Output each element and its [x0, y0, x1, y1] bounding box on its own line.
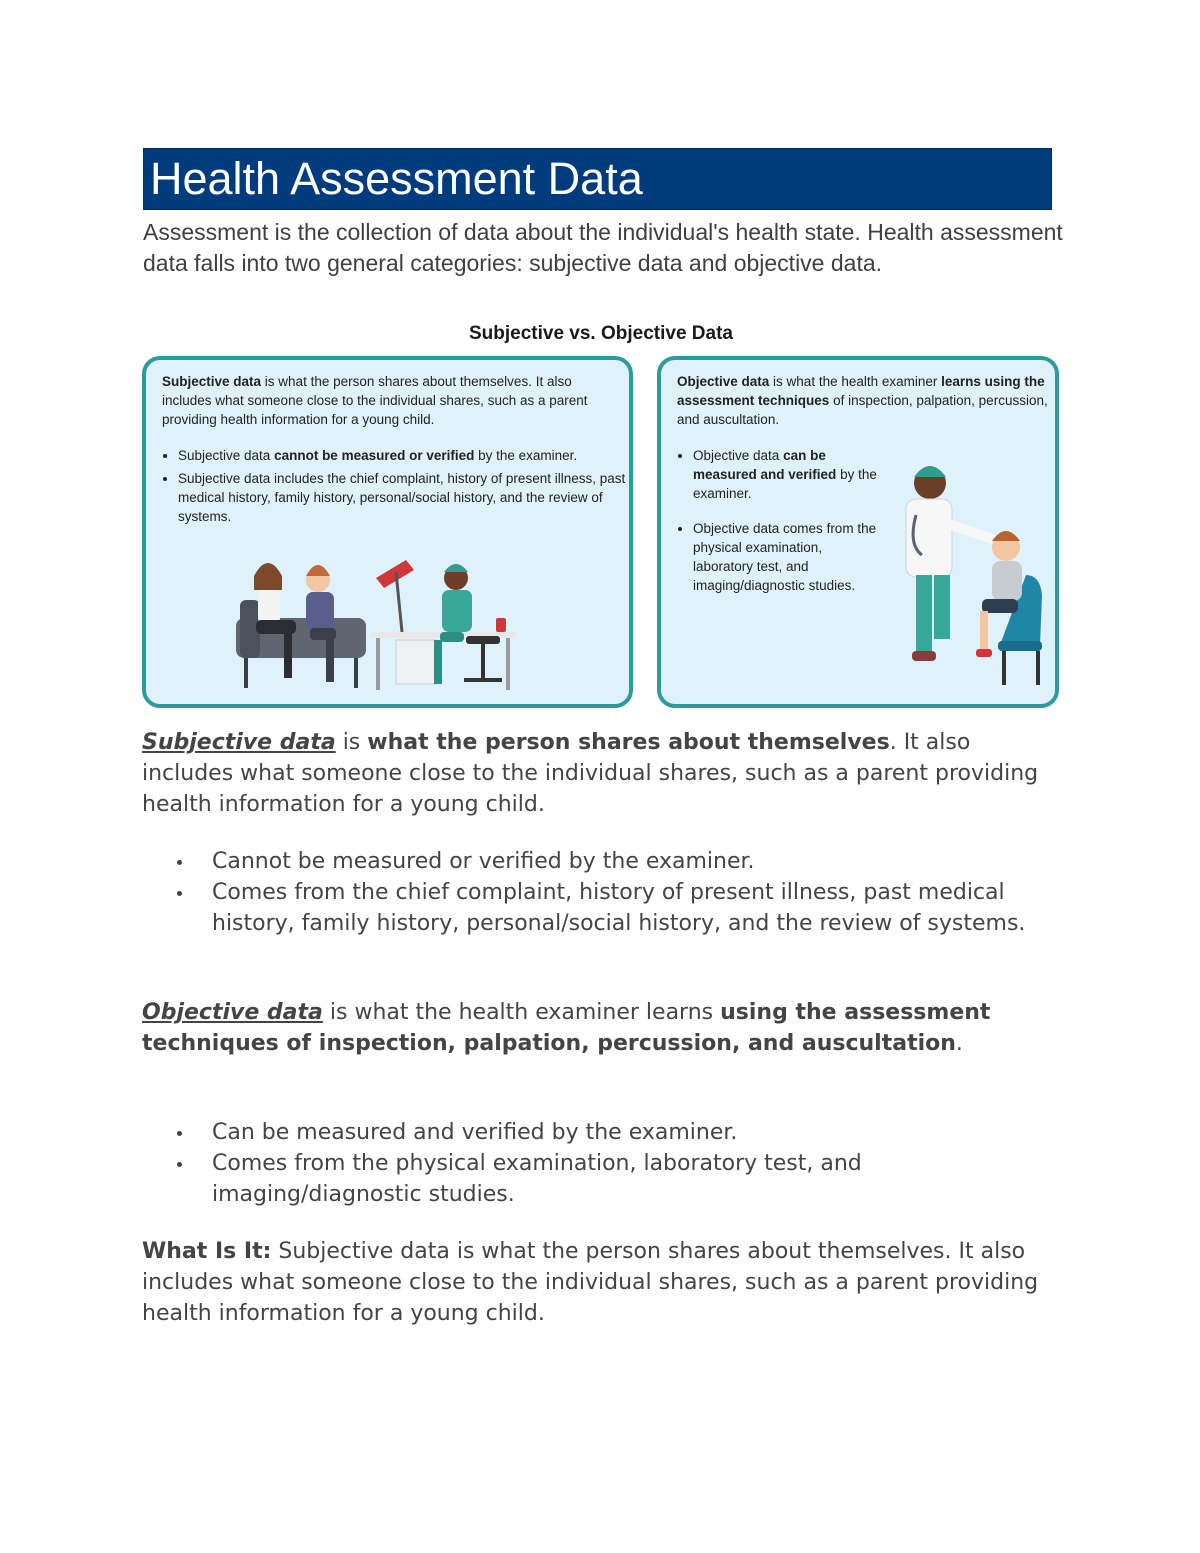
objective-end: . — [955, 1031, 963, 1056]
consultation-illustration — [226, 548, 556, 698]
objective-panel-intro-mid: is what the health examiner — [769, 374, 942, 389]
objective-paragraph — [142, 997, 1062, 1059]
intro-paragraph: Assessment is the collection of data about the individual's health state. Health assessment data falls into two general categories: subjective data and objective data. — [143, 219, 1063, 276]
list-item: Comes from the chief complaint, history of present illness, past medical history, family history, personal/social history, and the review of systems. — [170, 877, 1060, 939]
subjective-panel-term: Subjective data — [162, 374, 262, 389]
objective-panel-intro-bold: learns using the assessment techniques — [677, 374, 1045, 408]
subjective-term: Subjective data — [142, 730, 336, 755]
subjective-paragraph — [142, 727, 1062, 820]
examination-illustration — [876, 455, 1056, 695]
subjective-panel-intro — [162, 372, 622, 429]
title-band — [143, 148, 1052, 210]
objective-panel-intro — [677, 372, 1049, 429]
subjective-panel-bullet: • Subjective data includes the chief complaint, history of present illness, past medical history, family history, personal/social history, and the review of systems. — [178, 469, 628, 526]
what-is-it-text: Subjective data is what the person shares about themselves. It also includes what someone close to the individual shares, such as a parent providing health information for a young child. — [142, 1239, 1039, 1326]
figure-title: Subjective vs. Objective Data — [468, 323, 733, 344]
what-is-it-paragraph — [142, 1236, 1062, 1329]
subjective-bullet-list — [170, 846, 1060, 939]
objective-mid: is what the health examiner learns — [322, 1000, 721, 1025]
objective-bold-phrase: using the assessment techniques of inspection, palpation, percussion, and auscultation — [142, 1000, 991, 1056]
objective-panel-bullet1-pre: Objective data — [693, 448, 784, 463]
subjective-panel-bullet1-bold: cannot be measured or verified — [274, 448, 475, 463]
what-is-it-label: What Is It: — [142, 1239, 272, 1264]
subjective-panel-bullet1-pre: Subjective data — [178, 448, 275, 463]
subjective-vs-objective-figure — [140, 318, 1062, 714]
objective-term: Objective data — [142, 1000, 323, 1025]
objective-panel-intro-end: of inspection, palpation, percussion, and auscultation. — [677, 393, 1048, 427]
objective-panel-term: Objective data — [677, 374, 770, 389]
subjective-rest: . It also includes what someone close to the individual shares, such as a parent providing health information for a young child. — [142, 730, 1039, 817]
list-item: Comes from the physical examination, laboratory test, and imaging/diagnostic studies. — [170, 1148, 1060, 1210]
objective-panel-bullet — [693, 446, 883, 503]
subjective-bold-phrase: what the person shares about themselves — [367, 730, 890, 755]
page-title: Health Assessment Data — [150, 153, 643, 204]
objective-panel — [657, 356, 1059, 708]
subjective-panel-list — [160, 446, 628, 530]
subjective-panel-bullet1-post: by the examiner. — [474, 448, 578, 463]
objective-bullet-list — [170, 1117, 1060, 1210]
list-item: Cannot be measured or verified by the examiner. — [170, 846, 1060, 877]
objective-panel-bullet: • Objective data comes from the physical examination, laboratory test, and imaging/diagnostic studies. — [693, 519, 883, 595]
subjective-panel — [142, 356, 633, 708]
subjective-connector: is — [335, 730, 368, 755]
objective-panel-bullet1-post: by the examiner. — [693, 467, 877, 501]
subjective-panel-bullet — [178, 446, 628, 465]
list-item: Can be measured and verified by the examiner. — [170, 1117, 1060, 1148]
objective-panel-list — [675, 446, 883, 611]
subjective-panel-intro-text: is what the person shares about themselves. It also includes what someone close to the individual shares, such as a parent providing health information for a young child. — [162, 374, 588, 427]
objective-panel-bullet1-bold: can be measured and verified — [693, 448, 837, 482]
